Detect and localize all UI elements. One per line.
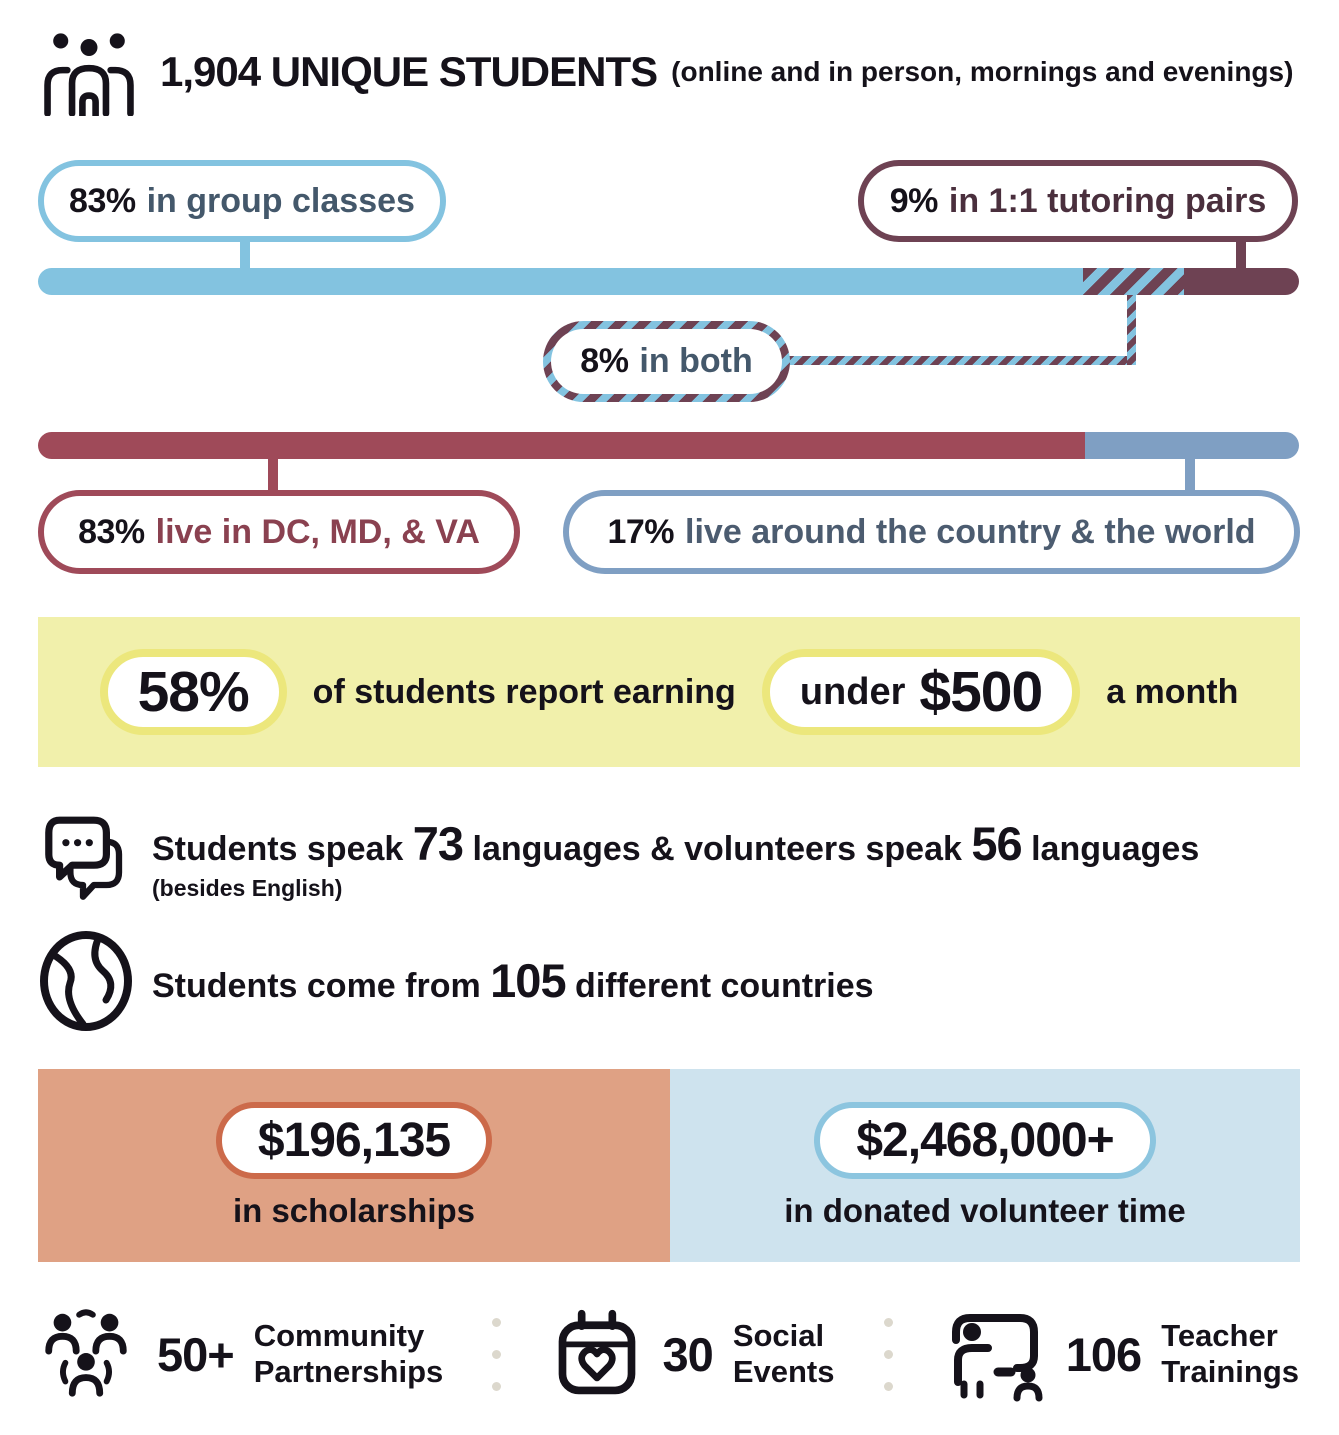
teacher-icon	[942, 1305, 1046, 1403]
class-bar-tutoring-segment	[1184, 268, 1299, 295]
earnings-amount-prefix: under	[799, 670, 906, 713]
local-connector	[268, 456, 278, 492]
earnings-banner	[38, 617, 1300, 767]
earnings-amount-pill	[762, 649, 1080, 735]
stat-social-events	[551, 1307, 835, 1401]
scholarships-amount: $196,135	[257, 1113, 451, 1167]
both-pill	[543, 321, 790, 402]
countries-row	[152, 930, 874, 1030]
student-languages-count: 73	[412, 817, 464, 870]
tutoring-label: in 1:1 tutoring pairs	[948, 181, 1267, 220]
languages-line	[152, 816, 1322, 871]
volunteer-amount-pill	[814, 1102, 1155, 1179]
languages-pre: Students speak	[152, 830, 404, 868]
earnings-text-end: a month	[1106, 672, 1239, 711]
countries-line	[152, 953, 874, 1008]
class-bar-group-segment	[38, 268, 1083, 295]
page-title: 1,904 UNIQUE STUDENTS	[160, 48, 658, 95]
earnings-text-mid: of students report earning	[312, 672, 736, 711]
class-type-bar	[38, 268, 1299, 295]
location-bar-local-segment	[38, 432, 1085, 459]
students-group-icon	[40, 28, 138, 116]
remote-connector	[1185, 456, 1195, 492]
remote-label: live around the country & the world	[685, 512, 1256, 551]
both-label: in both	[639, 342, 753, 380]
divider-dots	[884, 1318, 893, 1391]
countries-pre: Students come from	[152, 966, 481, 1005]
volunteer-languages-count: 56	[971, 817, 1022, 870]
globe-icon	[36, 930, 136, 1032]
tutoring-pct: 9%	[889, 181, 938, 220]
volunteer-time-panel	[670, 1069, 1300, 1262]
local-label: live in DC, MD, & VA	[155, 512, 480, 551]
local-pill	[38, 490, 520, 574]
languages-post: languages	[1031, 830, 1200, 868]
both-connector-horizontal	[786, 356, 1136, 365]
divider-dots	[492, 1318, 501, 1391]
languages-row	[152, 816, 1322, 902]
earnings-amount: $500	[919, 660, 1043, 724]
scholarships-label: in scholarships	[232, 1191, 476, 1229]
community-label: Community Partnerships	[253, 1318, 444, 1389]
location-bar-remote-segment	[1085, 432, 1299, 459]
volunteer-amount: $2,468,000+	[856, 1113, 1114, 1167]
calendar-heart-icon	[551, 1307, 643, 1401]
both-pct: 8%	[580, 342, 629, 380]
tutoring-pill	[858, 160, 1298, 242]
social-events-count: 30	[662, 1327, 713, 1381]
group-classes-pct: 83%	[69, 181, 136, 220]
class-bar-both-segment	[1083, 268, 1184, 295]
header	[40, 26, 1320, 118]
both-pill-inner	[551, 329, 782, 394]
page-subtitle: (online and in person, mornings and evenings)	[671, 56, 1294, 87]
countries-post: different countries	[575, 966, 874, 1005]
social-events-label: Social Events	[732, 1318, 835, 1389]
both-connector-vertical	[1127, 293, 1136, 365]
location-bar	[38, 432, 1299, 459]
group-classes-pill	[38, 160, 446, 242]
group-classes-label: in group classes	[146, 181, 415, 220]
remote-pct: 17%	[607, 512, 675, 551]
languages-note: (besides English)	[152, 875, 343, 901]
countries-count: 105	[490, 953, 566, 1007]
stat-teacher-trainings	[942, 1305, 1299, 1403]
teacher-trainings-count: 106	[1065, 1327, 1142, 1381]
scholarships-panel	[38, 1069, 670, 1262]
chat-bubbles-icon	[38, 812, 128, 904]
community-count: 50+	[157, 1327, 234, 1381]
stats-row	[35, 1295, 1299, 1413]
remote-pill	[563, 490, 1300, 574]
volunteer-label: in donated volunteer time	[784, 1191, 1186, 1229]
earnings-pct-pill	[100, 649, 287, 735]
community-icon	[35, 1303, 137, 1405]
tutoring-connector	[1236, 238, 1246, 272]
teacher-trainings-label: Teacher Trainings	[1161, 1318, 1299, 1389]
stat-community-partnerships	[35, 1303, 443, 1405]
earnings-pct: 58%	[137, 660, 249, 724]
local-pct: 83%	[78, 512, 145, 551]
languages-mid: languages & volunteers speak	[472, 830, 962, 868]
group-classes-connector	[240, 238, 250, 272]
scholarships-amount-pill	[216, 1102, 492, 1179]
